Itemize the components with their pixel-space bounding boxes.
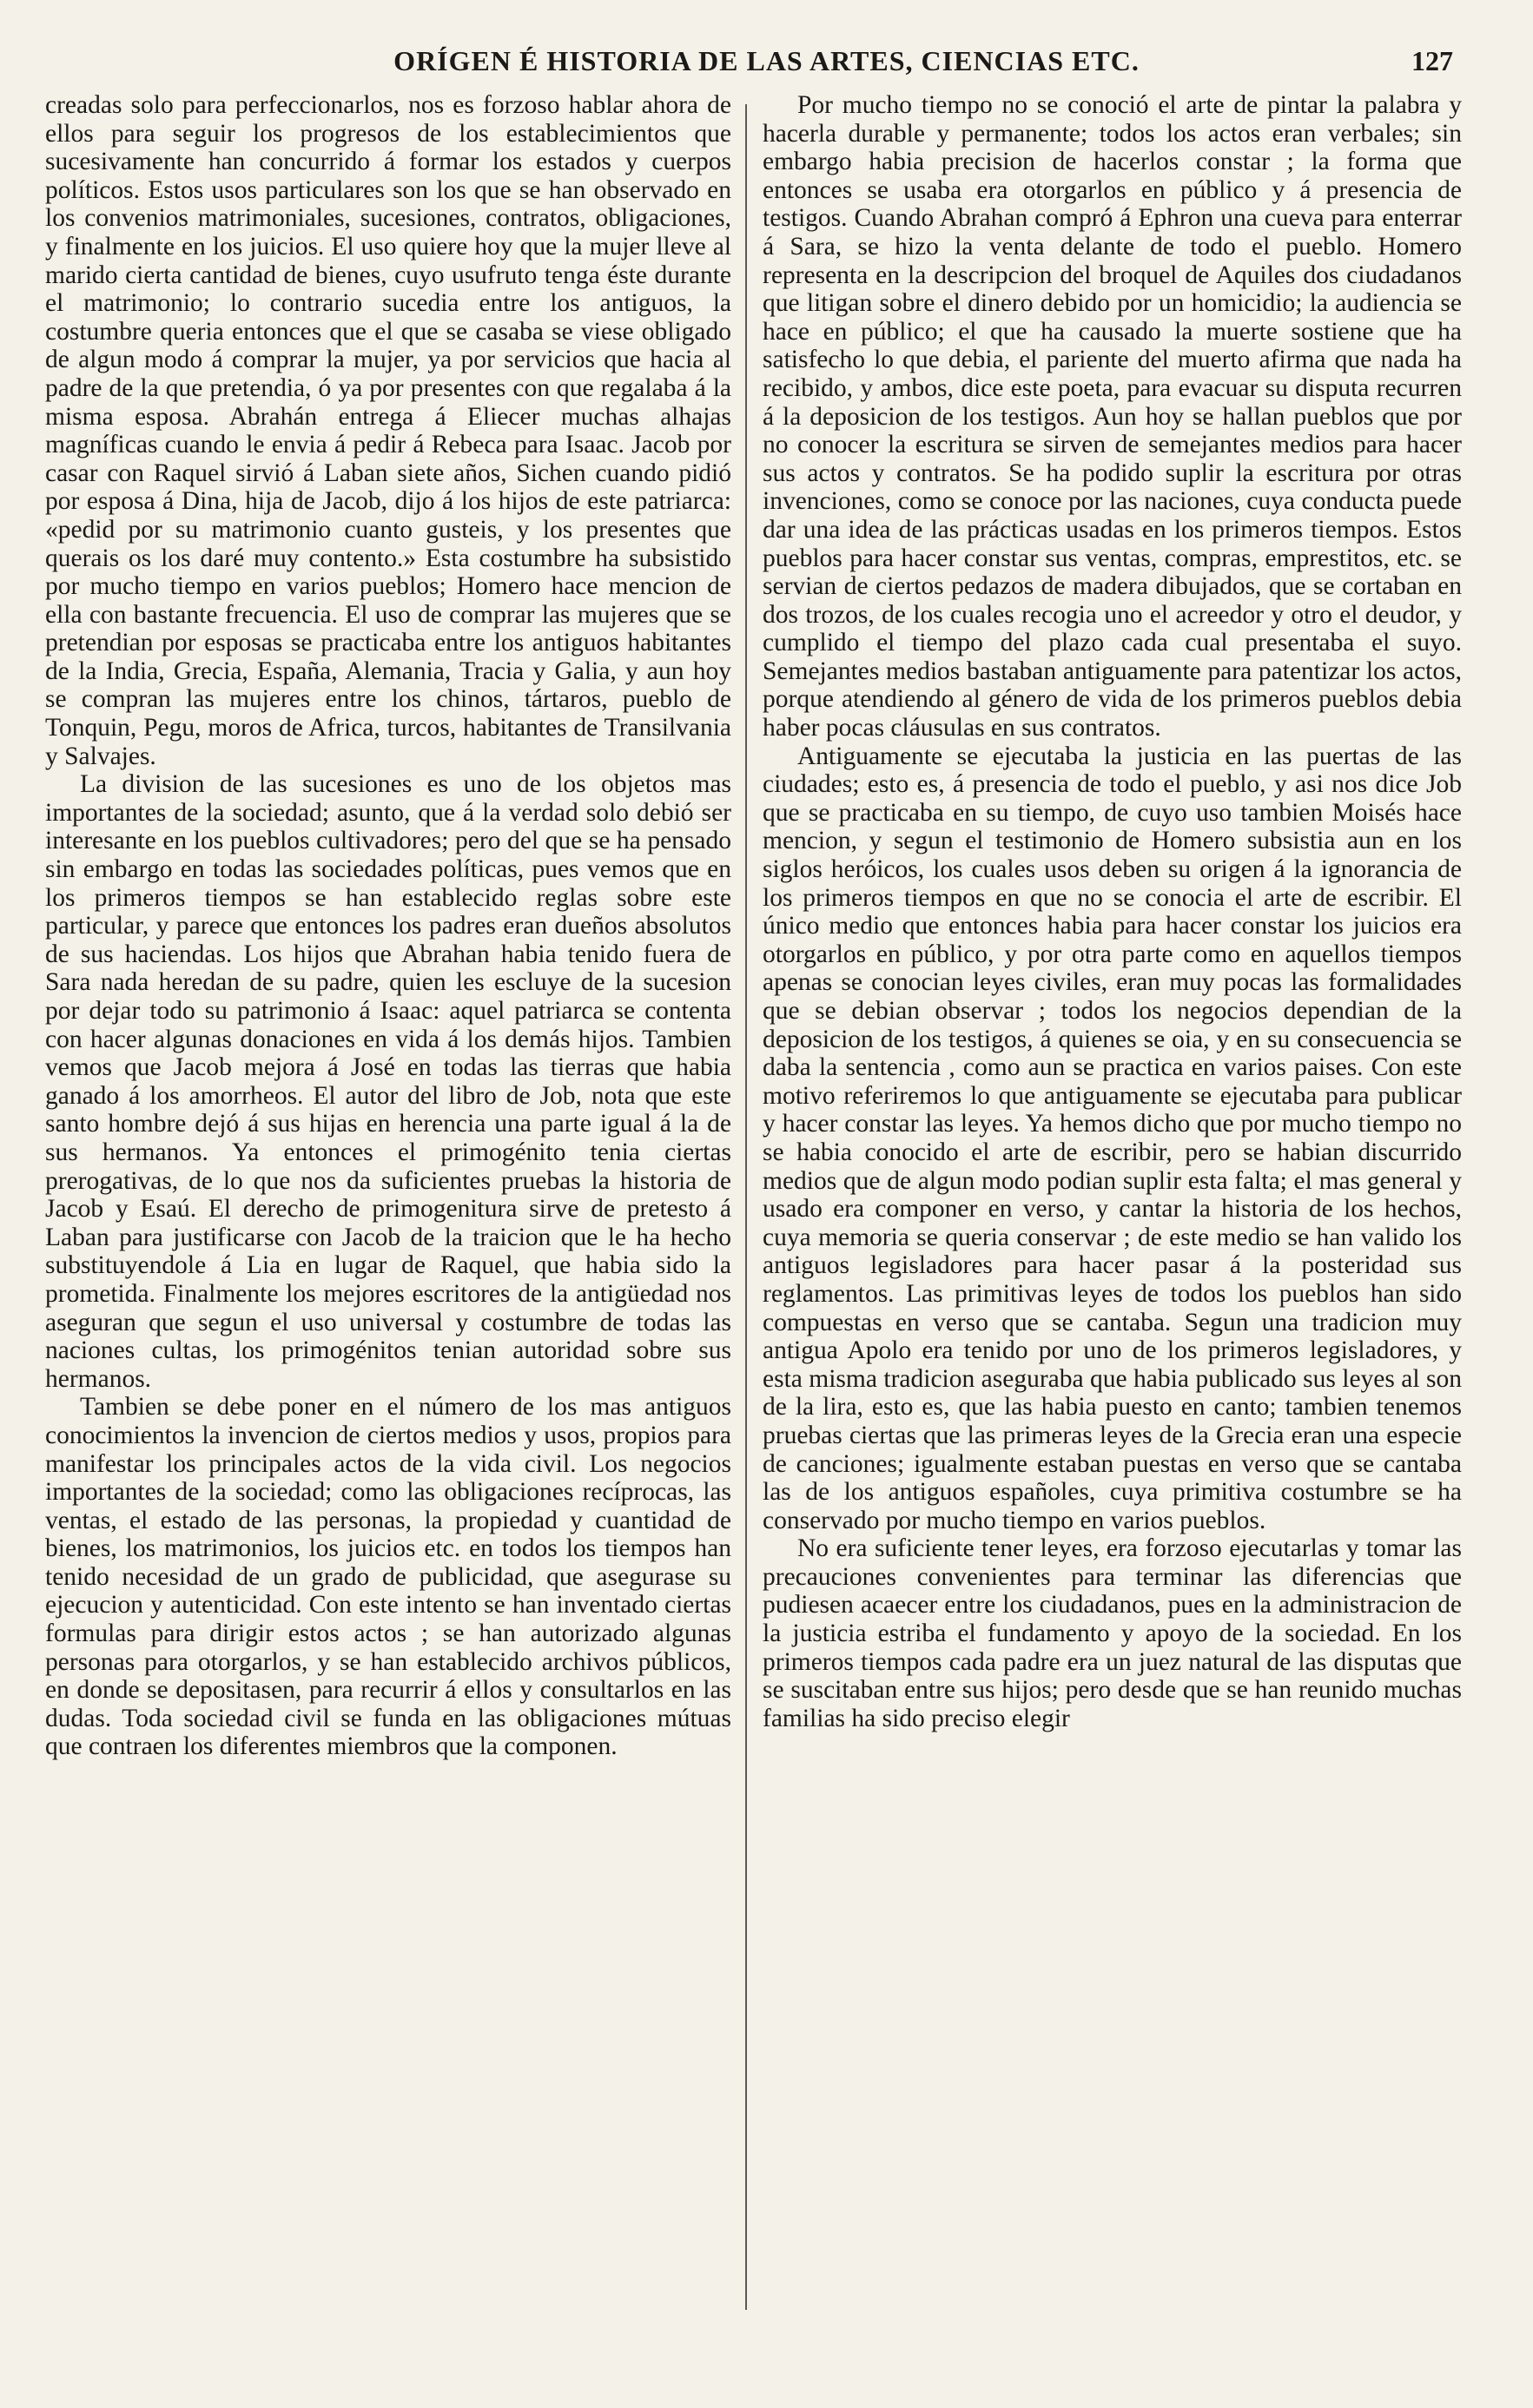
paragraph: creadas solo para perfeccionarlos, nos es forzoso hablar ahora de ellos para seguir los progresos de los establecimientos que sucesivamente han concurrido á formar los estados y cuerpos políticos. Estos usos particulares son los que se han observado en los convenios matrimoniales, sucesiones, contratos, obligaciones, y finalmente en los juicios. El uso quiere hoy que la mujer lleve al marido cierta cantidad de bienes, cuyo usufruto tenga éste durante el matrimonio; lo contrario sucedia entre los antiguos, la costumbre queria entonces que el que se casaba se viese obligado de algun modo á comprar la mujer, ya por servicios que hacia al padre de la que pretendia, ó ya por presentes con que regalaba á la misma esposa. Abrahán entrega á Eliecer muchas alhajas magníficas cuando le envia á pedir á Rebeca para Isaac. Jacob por casar con Raquel sirvió á Laban siete años, Sichen cuando pidió por esposa á Dina, hija de Jacob, dijo á los hijos de este patriarca: «pedid por su matrimonio cuanto gusteis, y los presentes que querais os los daré muy contento.» Esta costumbre ha subsistido por mucho tiempo en varios pueblos; Homero hace mencion de ella con bastante frecuencia. El uso de comprar las mujeres que se pretendian por esposas se practicaba entre los antiguos habitantes de la India, Grecia, España, Alemania, Tracia y Galia, y aun hoy se compran las mujeres entre los chinos, tártaros, pueblo de Tonquin, Pegu, moros de Africa, turcos, habitantes de Transilvania y Salvajes.: [45, 91, 731, 770]
page-number: 127: [1411, 45, 1453, 76]
paragraph: Tambien se debe poner en el número de los mas antiguos conocimientos la invencion de ciertos medios y usos, propios para manifestar los principales actos de la vida civil. Los negocios importantes de la sociedad; como las obligaciones recíprocas, las ventas, el estado de las personas, la propiedad y cuantidad de bienes, los matrimonios, los juicios etc. en todos los tiempos han tenido necesidad de un grado de publicidad, que asegurase su ejecucion y autenticidad. Con este intento se han inventado ciertas formulas para dirigir estos actos ; se han autorizado algunas personas para otorgarlos, y se han establecido archivos públicos, en donde se depositasen, para recurrir á ellos y consultarlos en las dudas. Toda sociedad civil se funda en las obligaciones mútuas que contraen los diferentes miembros que la componen.: [45, 1393, 731, 1761]
column-divider: [745, 104, 747, 2310]
paragraph: Por mucho tiempo no se conoció el arte de pintar la palabra y hacerla durable y permanente; todos los actos eran verbales; sin embargo habia precision de hacerlos constar ; la forma que entonces se usaba era otorgarlos en público y á presencia de testigos. Cuando Abrahan compró á Ephron una cueva para enterrar á Sara, se hizo la venta delante de todo el pueblo. Homero representa en la descripcion del broquel de Aquiles dos ciudadanos que litigan sobre el dinero debido por un homicidio; la audiencia se hace en público; el que ha causado la muerte sostiene que ha satisfecho lo que debia, el pariente del muerto afirma que nada ha recibido, y ambos, dice este poeta, para evacuar su disputa recurren á la deposicion de los testigos. Aun hoy se hallan pueblos que por no conocer la escritura se sirven de semejantes medios para hacer sus actos y contratos. Se ha podido suplir la escritura por otras invenciones, como se conoce por las naciones, cuya conducta puede dar una idea de las prácticas usadas en los primeros tiempos. Estos pueblos para hacer constar sus ventas, compras, emprestitos, etc. se servian de ciertos pedazos de madera dibujados, que se cortaban en dos trozos, de los cuales recogia uno el acreedor y otro el deudor, y cumplido el tiempo del plazo cada cual presentaba el suyo. Semejantes medios bastaban antiguamente para patentizar los actos, porque atendiendo al género de vida de los primeros pueblos debia haber pocas cláusulas en sus contratos.: [763, 91, 1462, 742]
paragraph: La division de las sucesiones es uno de los objetos mas importantes de la sociedad; asunto, que á la verdad solo debió ser interesante en los pueblos cultivadores; pero del que se ha pensado sin embargo en todas las sociedades políticas, pues vemos que en los primeros tiempos se han establecido reglas sobre este particular, y parece que entonces los padres eran dueños absolutos de sus haciendas. Los hijos que Abrahan habia tenido fuera de Sara nada heredan de su padre, quien les escluye de la sucesion por dejar todo su patrimonio á Isaac: aquel patriarca se contenta con hacer algunas donaciones en vida á los demás hijos. Tambien vemos que Jacob mejora á José en todas las tierras que habia ganado á los amorrheos. El autor del libro de Job, nota que este santo hombre dejó á sus hijas en herencia una parte igual á la de sus hermanos. Ya entonces el primogénito tenia ciertas prerogativas, de lo que nos da suficientes pruebas la historia de Jacob y Esaú. El derecho de primogenitura sirve de pretesto á Laban para justificarse con Jacob de la traicion que le ha hecho substituyendole á Lia en lugar de Raquel, que habia sido la prometida. Finalmente los mejores escritores de la antigüedad nos aseguran que segun el uso universal y costumbre de todas las naciones cultas, los primogénitos tenian autoridad sobre sus hermanos.: [45, 770, 731, 1393]
paragraph: No era suficiente tener leyes, era forzoso ejecutarlas y tomar las precauciones convenientes para terminar las diferencias que pudiesen acaecer entre los ciudadanos, pues en la administracion de la justicia estriba el fundamento y apoyo de la sociedad. En los primeros tiempos cada padre era un juez natural de las disputas que se suscitaban entre sus hijos; pero desde que se han reunido muchas familias ha sido preciso elegir: [763, 1534, 1462, 1732]
running-head: [0, 45, 1533, 80]
left-column: [45, 91, 731, 2349]
paragraph: Antiguamente se ejecutaba la justicia en las puertas de las ciudades; esto es, á presencia de todo el pueblo, y asi nos dice Job que se practicaba en su tiempo, de cuyo uso tambien Moisés hace mencion, y segun el testimonio de Homero subsistia aun en los siglos heróicos, los cuales usos deben su origen á la ignorancia de los primeros tiempos en que no se conocia el arte de escribir. El único medio que entonces habia para hacer constar los juicios era otorgarlos en público, y por otra parte como en aquellos tiempos apenas se conocian leyes civiles, eran muy pocas las formalidades que se debian observar ; todos los negocios dependian de la deposicion de los testigos, á quienes se oia, y en su consecuencia se daba la sentencia , como aun se practica en varios paises. Con este motivo referiremos lo que antiguamente se ejecutaba para publicar y hacer constar las leyes. Ya hemos dicho que por mucho tiempo no se habia conocido el arte de escribir, pero se habian discurrido medios que de algun modo podian suplir esta falta; el mas general y usado era componer en verso, y cantar la historia de los hechos, cuya memoria se queria conservar ; de este medio se han valido los antiguos legisladores para hacer pasar á la posteridad sus reglamentos. Las primitivas leyes de todos los pueblos han sido compuestas en verso que se cantaba. Segun una tradicion muy antigua Apolo era tenido por uno de los primeros legisladores, y esta misma tradicion aseguraba que habia publicado sus leyes al son de la lira, esto es, que las habia puesto en canto; tambien tenemos pruebas ciertas que las primeras leyes de la Grecia eran una especie de canciones; igualmente estaban puestas en verso que se cantaba las de los antiguos españoles, cuya primitiva costumbre se ha conservado por mucho tiempo en varios pueblos.: [763, 742, 1462, 1534]
running-title: ORÍGEN É HISTORIA DE LAS ARTES, CIENCIAS ETC.: [393, 45, 1140, 76]
right-column: [763, 91, 1462, 2349]
